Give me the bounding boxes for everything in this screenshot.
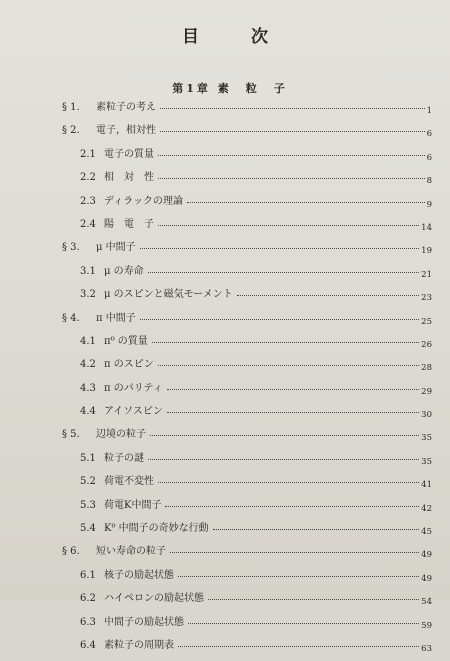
- entry-page-number: 6: [426, 152, 432, 163]
- entry-page-number: 42: [421, 503, 432, 514]
- entry-page-number: 59: [421, 620, 432, 631]
- toc-section-entry: [0, 423, 450, 446]
- toc-subsection-entry: [0, 213, 450, 236]
- entry-number: § 5.: [62, 429, 80, 441]
- toc-section-entry: [0, 96, 450, 119]
- dot-leader: [158, 365, 419, 366]
- entry-title: π のスピン: [104, 359, 154, 371]
- entry-number: 6.2: [80, 593, 96, 605]
- toc-subsection-entry: [0, 494, 450, 517]
- entry-number: 4.2: [80, 359, 96, 371]
- entry-number: 3.2: [80, 289, 96, 301]
- entry-title: 電子，相対性: [96, 125, 156, 137]
- entry-title: ハイペロンの励起状態: [104, 593, 204, 605]
- entry-title: 辺境の粒子: [96, 429, 146, 441]
- dot-leader: [237, 295, 419, 296]
- toc-subsection-entry: [0, 611, 450, 634]
- entry-number: 5.4: [80, 523, 96, 535]
- entry-page-number: 49: [421, 550, 432, 561]
- entry-page-number: 28: [421, 363, 432, 374]
- entry-number: 2.3: [80, 195, 96, 207]
- entry-page-number: 54: [421, 597, 432, 608]
- dot-leader: [160, 131, 425, 132]
- entry-title: 核子の励起状態: [104, 569, 174, 581]
- entry-title: K⁰ 中間子の奇妙な行動: [104, 523, 209, 535]
- entry-title: 中間子の励起状態: [104, 616, 184, 628]
- dot-leader: [158, 178, 425, 179]
- dot-leader: [140, 248, 419, 249]
- toc-section-entry: [0, 119, 450, 142]
- entry-number: 3.1: [80, 265, 96, 277]
- entry-page-number: 49: [421, 573, 432, 584]
- toc-subsection-entry: [0, 353, 450, 376]
- entry-page-number: 26: [421, 339, 432, 350]
- toc-subsection-entry: [0, 283, 450, 306]
- toc-subsection-entry: [0, 330, 450, 353]
- entry-page-number: 29: [421, 386, 432, 397]
- entry-number: § 2.: [62, 125, 80, 137]
- entry-page-number: 35: [421, 456, 432, 467]
- entry-number: 5.1: [80, 452, 96, 464]
- entry-page-number: 30: [421, 410, 432, 421]
- dot-leader: [148, 459, 419, 460]
- entry-title: 粒子の謎: [104, 452, 144, 464]
- entry-number: § 1.: [62, 102, 80, 113]
- toc-subsection-entry: [0, 517, 450, 540]
- dot-leader: [158, 225, 419, 226]
- entry-page-number: 19: [421, 246, 432, 257]
- entry-page-number: 63: [421, 643, 432, 654]
- toc-section-entry: [0, 307, 450, 330]
- dot-leader: [213, 529, 419, 530]
- entry-page-number: 6: [426, 129, 432, 140]
- entry-page-number: 45: [421, 527, 432, 538]
- entry-title: μ のスピンと磁気モーメント: [104, 289, 233, 301]
- entry-title: ディラックの理論: [104, 195, 183, 207]
- entry-title: 電子の質量: [104, 148, 154, 160]
- entry-title: 素粒子の周期表: [104, 639, 174, 651]
- entry-title: アイソスピン: [104, 406, 163, 418]
- entry-title: 荷電K中間子: [104, 499, 162, 511]
- entry-title: π 中間子: [96, 312, 136, 324]
- entry-page-number: 21: [421, 269, 432, 280]
- entry-title: 陽 電 子: [104, 218, 154, 230]
- page-title: 目次: [182, 27, 320, 47]
- toc-subsection-entry: [0, 447, 450, 470]
- toc-subsection-entry: [0, 260, 450, 283]
- toc-subsection-entry: [0, 564, 450, 587]
- entry-number: 4.3: [80, 382, 96, 394]
- toc-subsection-entry: [0, 143, 450, 166]
- table-of-contents: [0, 96, 450, 657]
- entry-title: 素粒子の考え: [96, 102, 156, 113]
- entry-title: π のパリティ: [104, 382, 163, 394]
- entry-title: π⁰ の質量: [104, 335, 148, 347]
- entry-number: 2.1: [80, 148, 96, 160]
- entry-number: 2.4: [80, 218, 96, 230]
- entry-number: 6.3: [80, 616, 96, 628]
- toc-subsection-entry: [0, 400, 450, 423]
- dot-leader: [187, 202, 425, 203]
- dot-leader: [165, 506, 419, 507]
- dot-leader: [188, 623, 419, 624]
- chapter-title: 第1章 素 粒 子: [172, 82, 288, 95]
- toc-subsection-entry: [0, 587, 450, 610]
- entry-page-number: 41: [421, 480, 432, 491]
- dot-leader: [178, 576, 419, 577]
- toc-section-entry: [0, 540, 450, 563]
- entry-title: μ の寿命: [104, 265, 144, 277]
- dot-leader: [160, 108, 425, 109]
- dot-leader: [167, 412, 419, 413]
- entry-title: 短い寿命の粒子: [96, 546, 166, 558]
- dot-leader: [178, 646, 419, 647]
- entry-page-number: 14: [421, 222, 432, 233]
- toc-subsection-entry: [0, 634, 450, 657]
- entry-page-number: 9: [426, 199, 432, 210]
- entry-title: 荷電不変性: [104, 476, 154, 488]
- dot-leader: [150, 435, 419, 436]
- toc-section-entry: [0, 236, 450, 259]
- toc-subsection-entry: [0, 470, 450, 493]
- toc-subsection-entry: [0, 190, 450, 213]
- entry-number: 5.3: [80, 499, 96, 511]
- entry-number: 6.1: [80, 569, 96, 581]
- entry-title: 相 対 性: [104, 172, 154, 184]
- entry-number: 4.1: [80, 335, 96, 347]
- entry-page-number: 1: [426, 106, 432, 116]
- entry-number: 2.2: [80, 172, 96, 184]
- dot-leader: [152, 342, 419, 343]
- entry-number: 4.4: [80, 406, 96, 418]
- entry-page-number: 25: [421, 316, 432, 327]
- entry-page-number: 23: [421, 293, 432, 304]
- dot-leader: [140, 319, 419, 320]
- toc-subsection-entry: [0, 377, 450, 400]
- entry-number: § 3.: [62, 242, 80, 254]
- dot-leader: [167, 389, 419, 390]
- dot-leader: [158, 155, 425, 156]
- dot-leader: [170, 552, 419, 553]
- entry-number: § 4.: [62, 312, 80, 324]
- dot-leader: [158, 482, 419, 483]
- entry-page-number: 35: [421, 433, 432, 444]
- entry-number: 5.2: [80, 476, 96, 488]
- toc-subsection-entry: [0, 166, 450, 189]
- entry-number: 6.4: [80, 639, 96, 651]
- entry-title: μ 中間子: [96, 242, 136, 254]
- entry-number: § 6.: [62, 546, 80, 558]
- entry-page-number: 8: [426, 176, 432, 187]
- dot-leader: [148, 272, 419, 273]
